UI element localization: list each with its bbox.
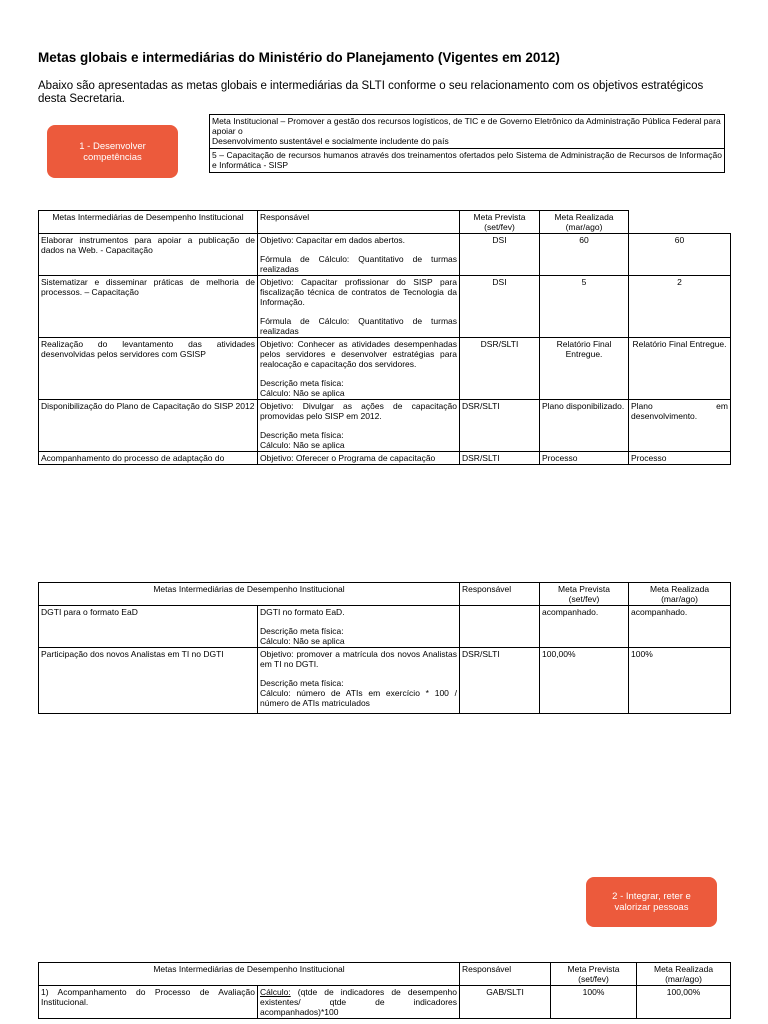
strategic-goal-text: 5 – Capacitação de recursos humanos através dos treinamentos ofertados pelo Sistema de Administração de Recursos de Informação e Informática - SISP	[212, 150, 722, 170]
responsible-cell	[460, 606, 540, 648]
achieved-cell: Relatório Final Entregue.	[629, 338, 731, 400]
header-metas: Metas Intermediárias de Desempenho Institucional	[39, 583, 460, 606]
calculation-label: Cálculo:	[260, 987, 291, 997]
objective-badge-2-line2: valorizar pessoas	[614, 902, 689, 913]
achieved-cell: 100%	[629, 648, 731, 714]
description-label: Descrição meta física:	[260, 430, 344, 440]
objective-text: Objetivo: Conhecer as atividades desempenhadas pelos servidores e desenvolver estratégias para realocação e capacitação dos servidores.	[260, 339, 457, 369]
objective-text: DGTI no formato EaD.	[260, 607, 345, 617]
table-header-row	[39, 211, 731, 234]
achieved-cell: acompanhado.	[629, 606, 731, 648]
planned-cell: 100,00%	[540, 648, 629, 714]
header-metas: Metas Intermediárias de Desempenho Institucional	[39, 211, 258, 234]
objective-cell	[258, 276, 460, 338]
responsible-cell: DSR/SLTI	[460, 338, 540, 400]
header-meta-realizada: Meta Realizada (mar/ago)	[629, 583, 731, 606]
table-row	[39, 648, 731, 714]
objective-text: Objetivo: promover a matrícula dos novos Analistas em TI no DGTI.	[260, 649, 458, 669]
header-meta-prevista: Meta Prevista (set/fev)	[540, 583, 629, 606]
calculation-text: Cálculo: Não se aplica	[260, 636, 345, 646]
intro-paragraph: Abaixo são apresentadas as metas globais e intermediárias da SLTI conforme o seu relacionamento com os objetivos estratégicos desta Secretaria.	[38, 80, 704, 105]
goal-cell: Acompanhamento do processo de adaptação do	[39, 452, 258, 465]
objective-cell	[258, 648, 460, 714]
table-row	[39, 276, 731, 338]
goal-cell: Disponibilização do Plano de Capacitação do SISP 2012	[39, 400, 258, 452]
objective-text: Objetivo: Divulgar as ações de capacitação promovidas pelo SISP em 2012.	[260, 401, 457, 421]
planned-cell: Relatório Final Entregue.	[540, 338, 629, 400]
objective-cell	[258, 234, 460, 276]
goal-cell: Realização do levantamento das atividades desenvolvidas pelos servidores com GSISP	[39, 338, 258, 400]
objective-cell	[258, 606, 460, 648]
achieved-cell: 100,00%	[637, 986, 731, 1019]
calculation-text: Fórmula de Cálculo: Quantitativo de turmas realizadas	[260, 254, 457, 274]
header-meta-realizada: Meta Realizada (mar/ago)	[637, 963, 731, 986]
objective-cell	[258, 400, 460, 452]
achieved-cell: Plano em desenvolvimento.	[629, 400, 731, 452]
calculation-text: Fórmula de Cálculo: Quantitativo de turmas realizadas	[260, 316, 457, 336]
header-responsavel: Responsável	[460, 583, 540, 606]
table-row	[39, 452, 731, 465]
objective-cell	[258, 986, 460, 1019]
goal-cell: Participação dos novos Analistas em TI no DGTI	[39, 648, 258, 714]
objective-badge-2	[586, 877, 717, 927]
calculation-text: Cálculo: número de ATIs em exercício * 100 / número de ATIs matriculados	[260, 688, 458, 708]
planned-cell: 60	[540, 234, 629, 276]
responsible-cell: GAB/SLTI	[460, 986, 551, 1019]
goal-cell: DGTI para o formato EaD	[39, 606, 258, 648]
responsible-cell: DSR/SLTI	[460, 400, 540, 452]
goal-cell: Elaborar instrumentos para apoiar a publicação de dados na Web. - Capacitação	[39, 234, 258, 276]
calculation-text: (qtde de indicadores de desempenho existentes/ qtde de indicadores acompanhados)*100	[260, 987, 458, 1017]
header-responsavel: Responsável	[460, 963, 551, 986]
objective-text: Objetivo: Capacitar profissionar do SISP para fiscalização técnica de contratos de Tecnologia da Informação.	[260, 277, 457, 307]
objective-cell: Objetivo: Oferecer o Programa de capacitação	[258, 452, 460, 465]
table-row	[39, 986, 731, 1019]
objective-badge-1	[47, 125, 178, 178]
responsible-cell: DSR/SLTI	[460, 648, 540, 714]
header-meta-realizada: Meta Realizada (mar/ago)	[540, 211, 629, 234]
table-row	[39, 400, 731, 452]
planned-cell: 100%	[551, 986, 637, 1019]
goals-table-3	[38, 962, 731, 1019]
objective-badge-1-line2: competências	[83, 151, 142, 163]
achieved-cell: 2	[629, 276, 731, 338]
responsible-cell: DSR/SLTI	[460, 452, 540, 465]
responsible-cell: DSI	[460, 234, 540, 276]
goal-cell: Sistematizar e disseminar práticas de melhoria de processos. – Capacitação	[39, 276, 258, 338]
header-meta-prevista: Meta Prevista (set/fev)	[460, 211, 540, 234]
planned-cell: 5	[540, 276, 629, 338]
description-label: Descrição meta física:	[260, 378, 344, 388]
objective-badge-1-line1: 1 - Desenvolver	[79, 140, 146, 152]
goals-table-2	[38, 582, 731, 714]
table-header-row	[39, 583, 731, 606]
table-row	[39, 606, 731, 648]
table-row	[39, 338, 731, 400]
objective-text: Objetivo: Capacitar em dados abertos.	[260, 235, 406, 245]
goal-cell: 1) Acompanhamento do Processo de Avaliação Institucional.	[39, 986, 258, 1019]
description-label: Descrição meta física:	[260, 626, 344, 636]
description-label: Descrição meta física:	[260, 678, 344, 688]
institutional-goal-box	[209, 114, 725, 173]
planned-cell: Plano disponibilizado.	[540, 400, 629, 452]
goals-table-1	[38, 210, 731, 465]
planned-cell: acompanhado.	[540, 606, 629, 648]
header-meta-prevista: Meta Prevista (set/fev)	[551, 963, 637, 986]
page-title: Metas globais e intermediárias do Ministério do Planejamento (Vigentes em 2012)	[38, 50, 560, 65]
calculation-text: Cálculo: Não se aplica	[260, 440, 345, 450]
institutional-goal-row	[210, 115, 724, 148]
responsible-cell: DSI	[460, 276, 540, 338]
objective-cell	[258, 338, 460, 400]
table-row	[39, 234, 731, 276]
achieved-cell: Processo	[629, 452, 731, 465]
institutional-goal-text: Meta Institucional – Promover a gestão dos recursos logísticos, de TIC e de Governo Eletrônico da Administração Pública Federal para apoiar o	[212, 116, 721, 136]
planned-cell: Processo	[540, 452, 629, 465]
table-header-row	[39, 963, 731, 986]
calculation-text: Cálculo: Não se aplica	[260, 388, 345, 398]
objective-badge-2-line1: 2 - Integrar, reter e	[612, 891, 691, 902]
institutional-goal-subtext: Desenvolvimento sustentável e socialmente includente do país	[212, 136, 449, 146]
header-responsavel: Responsável	[258, 211, 460, 234]
achieved-cell: 60	[629, 234, 731, 276]
header-metas: Metas Intermediárias de Desempenho Institucional	[39, 963, 460, 986]
